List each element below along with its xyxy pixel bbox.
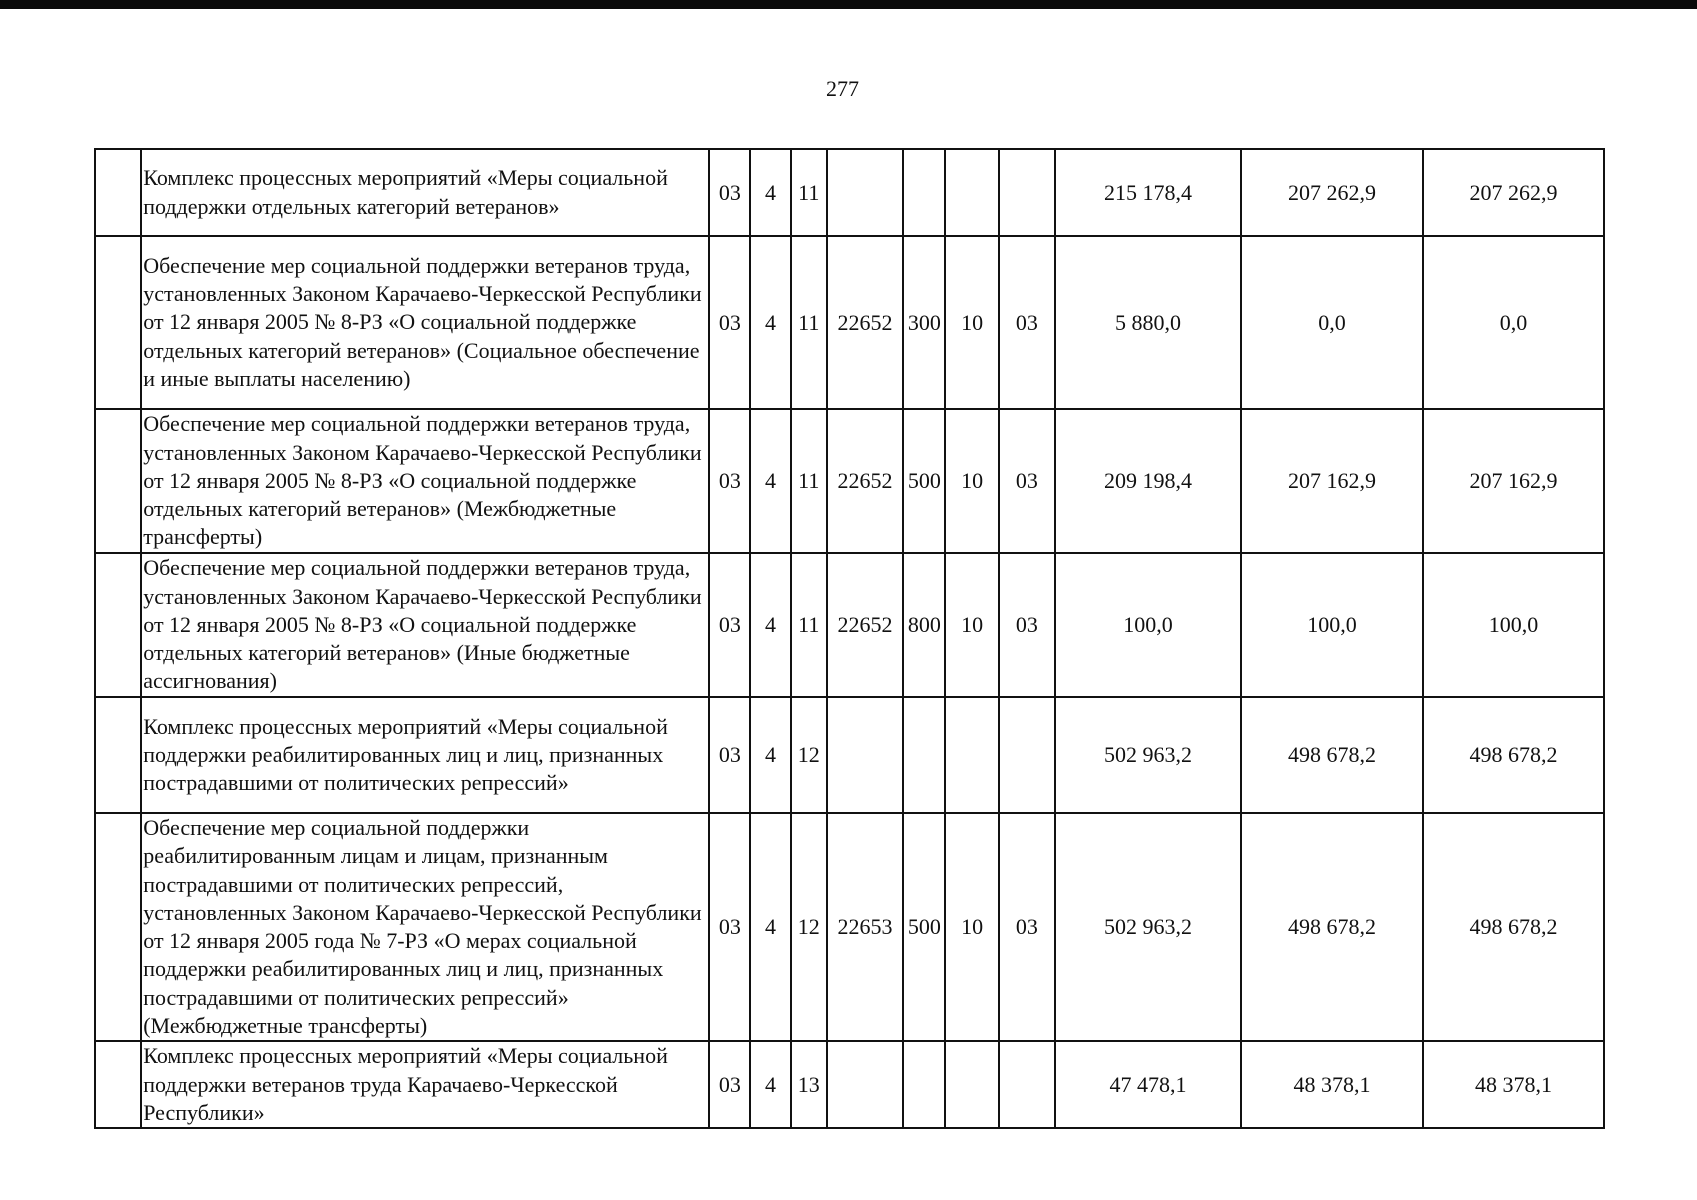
code-cell: 03: [709, 553, 750, 697]
row-description: Обеспечение мер социальной поддержки ветеранов труда, установленных Законом Карачаево-Черкесской Республики от 12 января 2005 № 8-РЗ «О социальной поддержке отдельных категорий ветеранов» (Социальное обеспечение и иные выплаты населению): [141, 236, 709, 409]
code-cell: 03: [999, 813, 1055, 1041]
row-number-cell: [95, 409, 141, 553]
code-cell: [945, 697, 998, 813]
code-cell: 03: [709, 149, 750, 236]
code-cell: 03: [709, 697, 750, 813]
amount-cell: 498 678,2: [1423, 697, 1604, 813]
row-number-cell: [95, 149, 141, 236]
table-row: [95, 813, 1604, 1041]
code-cell: 4: [750, 236, 790, 409]
row-number-cell: [95, 813, 141, 1041]
code-cell: [999, 149, 1055, 236]
code-cell: 03: [709, 1041, 750, 1128]
amount-cell: 502 963,2: [1055, 697, 1241, 813]
code-cell: 03: [999, 236, 1055, 409]
code-cell: [827, 149, 903, 236]
amount-cell: 5 880,0: [1055, 236, 1241, 409]
code-cell: 4: [750, 409, 790, 553]
table-row: [95, 149, 1604, 236]
scan-top-border: [0, 0, 1697, 9]
amount-cell: 215 178,4: [1055, 149, 1241, 236]
amount-cell: 502 963,2: [1055, 813, 1241, 1041]
code-cell: 11: [791, 553, 827, 697]
amount-cell: 209 198,4: [1055, 409, 1241, 553]
code-cell: [903, 149, 945, 236]
code-cell: 22652: [827, 553, 903, 697]
code-cell: 800: [903, 553, 945, 697]
row-description: Комплекс процессных мероприятий «Меры социальной поддержки отдельных категорий ветеранов»: [141, 149, 709, 236]
code-cell: 10: [945, 813, 998, 1041]
code-cell: 22652: [827, 236, 903, 409]
amount-cell: 48 378,1: [1423, 1041, 1604, 1128]
amount-cell: 48 378,1: [1241, 1041, 1423, 1128]
amount-cell: 0,0: [1423, 236, 1604, 409]
amount-cell: 100,0: [1055, 553, 1241, 697]
code-cell: [999, 1041, 1055, 1128]
code-cell: 13: [791, 1041, 827, 1128]
page-number: 277: [826, 76, 859, 101]
code-cell: 4: [750, 1041, 790, 1128]
amount-cell: 47 478,1: [1055, 1041, 1241, 1128]
code-cell: 10: [945, 236, 998, 409]
row-number-cell: [95, 697, 141, 813]
code-cell: 10: [945, 409, 998, 553]
code-cell: 22652: [827, 409, 903, 553]
code-cell: 22653: [827, 813, 903, 1041]
amount-cell: 498 678,2: [1423, 813, 1604, 1041]
table-row: [95, 1041, 1604, 1128]
table-row: [95, 697, 1604, 813]
code-cell: 03: [709, 813, 750, 1041]
row-number-cell: [95, 236, 141, 409]
code-cell: 4: [750, 697, 790, 813]
amount-cell: 207 162,9: [1241, 409, 1423, 553]
code-cell: 4: [750, 813, 790, 1041]
budget-table: [94, 148, 1605, 1129]
code-cell: 300: [903, 236, 945, 409]
amount-cell: 207 162,9: [1423, 409, 1604, 553]
table-row: [95, 236, 1604, 409]
code-cell: 03: [999, 553, 1055, 697]
code-cell: 03: [999, 409, 1055, 553]
code-cell: 500: [903, 409, 945, 553]
amount-cell: 0,0: [1241, 236, 1423, 409]
amount-cell: 207 262,9: [1241, 149, 1423, 236]
code-cell: 11: [791, 409, 827, 553]
code-cell: 11: [791, 236, 827, 409]
row-description: Комплекс процессных мероприятий «Меры социальной поддержки реабилитированных лиц и лиц, признанных пострадавшими от политических репрессий»: [141, 697, 709, 813]
row-description: Обеспечение мер социальной поддержки ветеранов труда, установленных Законом Карачаево-Черкесской Республики от 12 января 2005 № 8-РЗ «О социальной поддержке отдельных категорий ветеранов» (Межбюджетные трансферты): [141, 409, 709, 553]
code-cell: 03: [709, 236, 750, 409]
row-number-cell: [95, 553, 141, 697]
code-cell: 12: [791, 697, 827, 813]
code-cell: [903, 697, 945, 813]
code-cell: [999, 697, 1055, 813]
amount-cell: 100,0: [1241, 553, 1423, 697]
code-cell: 11: [791, 149, 827, 236]
code-cell: 12: [791, 813, 827, 1041]
amount-cell: 100,0: [1423, 553, 1604, 697]
amount-cell: 498 678,2: [1241, 697, 1423, 813]
row-number-cell: [95, 1041, 141, 1128]
code-cell: [827, 697, 903, 813]
code-cell: [903, 1041, 945, 1128]
row-description: Обеспечение мер социальной поддержки ветеранов труда, установленных Законом Карачаево-Черкесской Республики от 12 января 2005 № 8-РЗ «О социальной поддержке отдельных категорий ветеранов» (Иные бюджетные ассигнования): [141, 553, 709, 697]
code-cell: 4: [750, 553, 790, 697]
table-row: [95, 553, 1604, 697]
code-cell: [945, 149, 998, 236]
code-cell: 03: [709, 409, 750, 553]
code-cell: [827, 1041, 903, 1128]
code-cell: 4: [750, 149, 790, 236]
row-description: Обеспечение мер социальной поддержки реабилитированным лицам и лицам, признанным пострадавшими от политических репрессий, установленных Законом Карачаево-Черкесской Республики от 12 января 2005 года № 7-РЗ «О мерах социальной поддержки реабилитированных лиц и лиц, признанных пострадавшими от политических репрессий» (Межбюджетные трансферты): [141, 813, 709, 1041]
amount-cell: 207 262,9: [1423, 149, 1604, 236]
code-cell: 500: [903, 813, 945, 1041]
code-cell: [945, 1041, 998, 1128]
row-description: Комплекс процессных мероприятий «Меры социальной поддержки ветеранов труда Карачаево-Черкесской Республики»: [141, 1041, 709, 1128]
table-row: [95, 409, 1604, 553]
code-cell: 10: [945, 553, 998, 697]
amount-cell: 498 678,2: [1241, 813, 1423, 1041]
